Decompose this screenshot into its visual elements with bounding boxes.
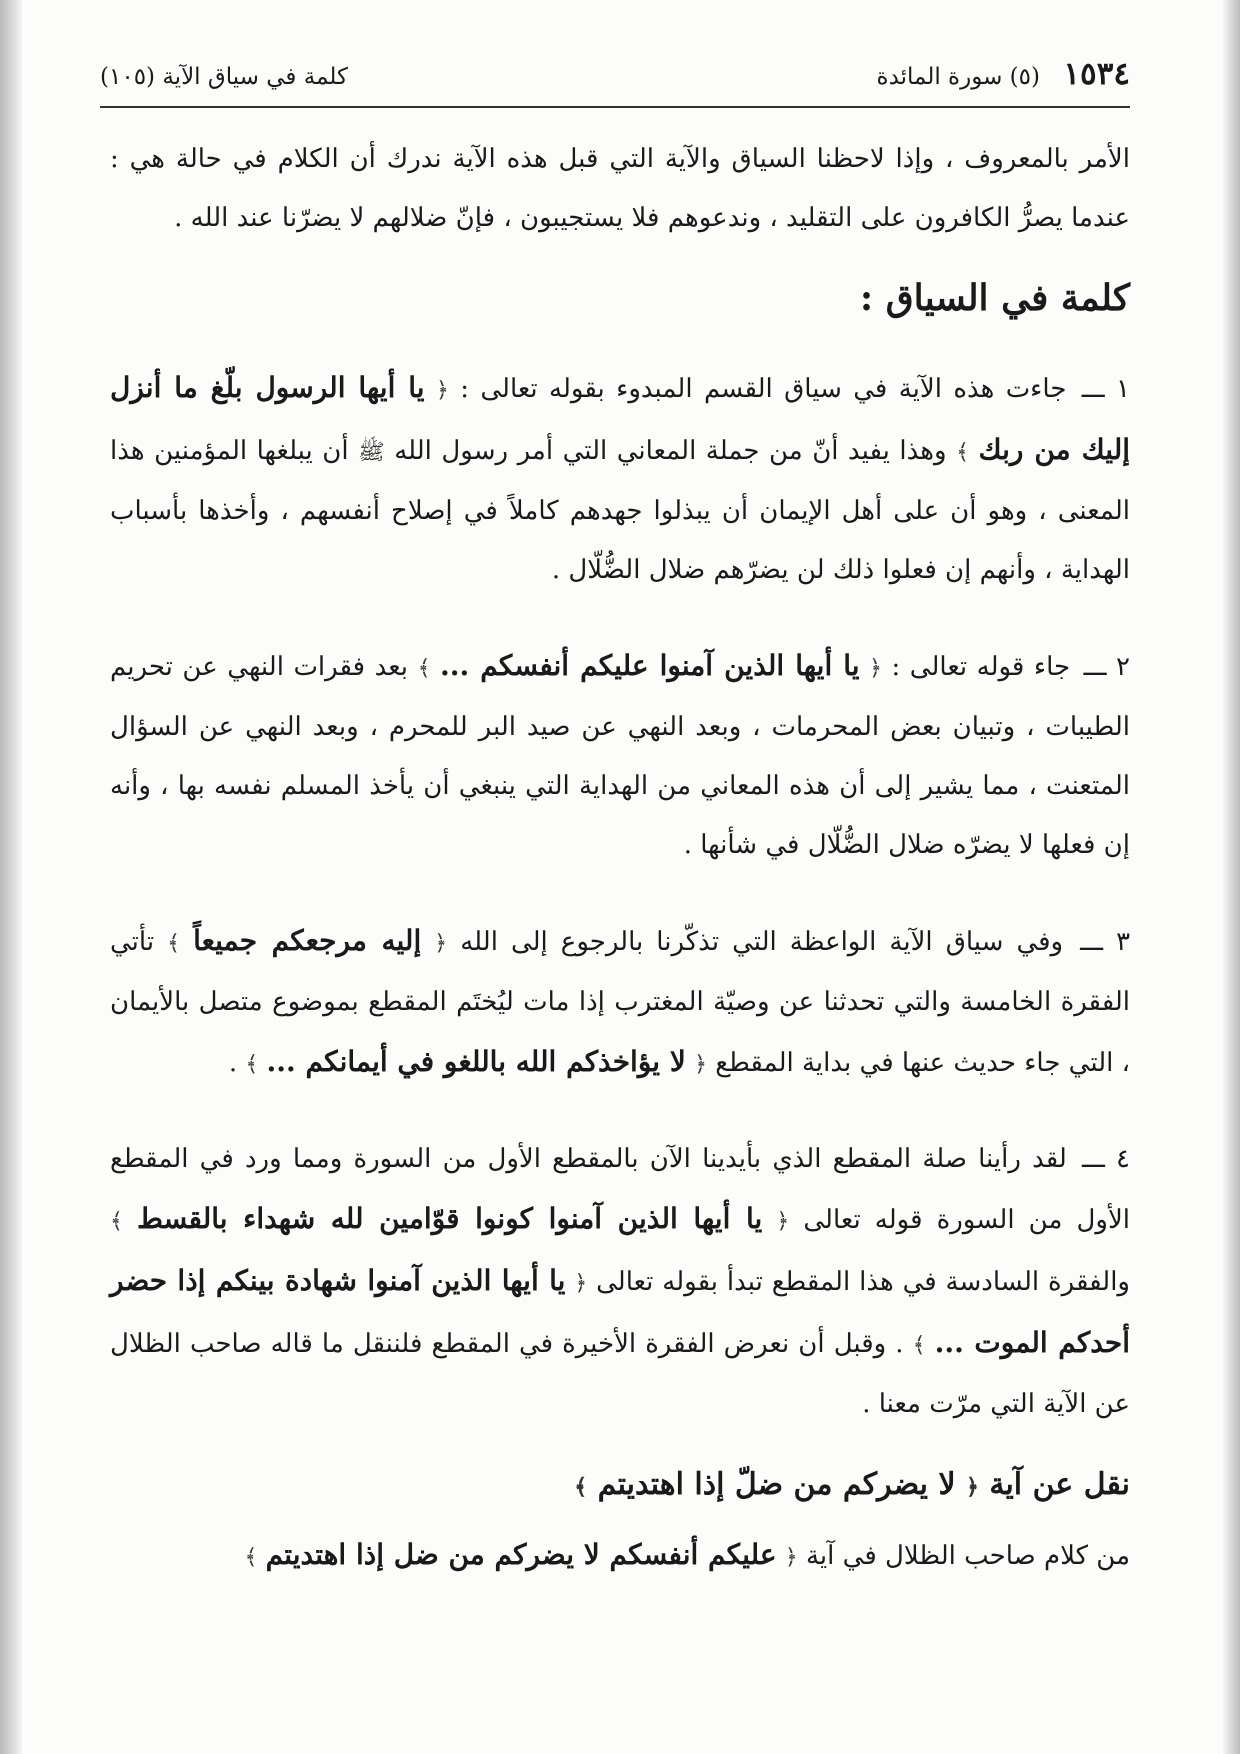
verse-close-ornament: ﴾ <box>245 1052 259 1077</box>
quran-verse: يا أيها الذين آمنوا كونوا قوّامين لله شهداء بالقسط <box>137 1202 763 1235</box>
verse-close-ornament: ﴾ <box>912 1333 926 1358</box>
verse-open-ornament: ﴿ <box>694 1052 707 1077</box>
point-number: ١ ـــ <box>1081 374 1131 404</box>
point-text: بعد فقرات النهي عن تحريم الطيبات ، وتبيان بعض المحرمات ، وبعد النهي عن صيد البر للمحرم ، وبعد النهي عن السؤال المتعنت ، مما يشير إلى أن هذه المعاني من الهداية التي ينبغي أن يأخذ المسلم نفسه بها ، وأنه إن فعلها لا يضرّه ضلال الضُّلّال في شأنها . <box>110 652 1130 860</box>
point-text: تأتي الفقرة الخامسة والتي تحدثنا عن وصيّة المغترب إذا مات ليُختَم المقطع بموضوع متصل بالأيمان ، التي جاء حديث عنها في بداية المقطع <box>110 927 1130 1078</box>
quote-heading-prefix: نقل عن آية <box>989 1467 1130 1502</box>
verse-open-ornament: ﴿ <box>784 1545 798 1570</box>
point-text: جاءت هذه الآية في سياق القسم المبدوء بقوله تعالى : <box>460 374 1067 404</box>
verse-close-ornament: ﴾ <box>244 1545 258 1570</box>
running-header <box>100 50 1130 108</box>
section-topic: كلمة في سياق الآية (١٠٥) <box>100 64 348 90</box>
point-text: والفقرة السادسة في هذا المقطع تبدأ بقوله تعالى <box>596 1267 1130 1297</box>
point-text: جاء قوله تعالى : <box>891 652 1071 682</box>
verse-open-ornament: ﴿ <box>966 1474 979 1500</box>
point-3-paragraph <box>110 911 1130 1094</box>
quote-heading <box>110 1456 1130 1516</box>
point-number: ٤ ـــ <box>1082 1144 1131 1174</box>
page-number: ١٥٣٤ <box>1063 56 1130 92</box>
quran-verse: لا يضركم من ضلّ إذا اهتديتم <box>597 1467 956 1502</box>
point-text: . وقبل أن نعرض الفقرة الأخيرة في المقطع فلننقل ما قاله صاحب الظلال عن الآية التي مرّت معنا . <box>110 1329 1130 1419</box>
point-2-paragraph <box>110 636 1130 875</box>
verse-open-ornament: ﴿ <box>869 656 882 681</box>
point-text: وهذا يفيد أنّ من جملة المعاني التي أمر رسول الله <box>394 436 947 466</box>
verse-close-ornament: ﴾ <box>956 440 969 465</box>
verse-open-ornament: ﴿ <box>776 1209 790 1234</box>
verse-close-ornament: ﴾ <box>574 1474 588 1500</box>
quran-verse: عليكم أنفسكم لا يضركم من ضل إذا اهتديتم <box>265 1538 777 1571</box>
quran-verse: لا يؤاخذكم الله باللغو في أيمانكم ... <box>266 1045 686 1078</box>
verse-close-ornament: ﴾ <box>110 1209 123 1234</box>
quran-verse: يا أيها الذين آمنوا عليكم أنفسكم ... <box>439 649 860 682</box>
quran-verse: إليه مرجعكم جميعاً <box>193 924 422 957</box>
closing-line <box>110 1526 1130 1587</box>
intro-paragraph: الأمر بالمعروف ، وإذا لاحظنا السياق والآية التي قبل هذه الآية ندرك أن الكلام في حالة هي : عندما يصرُّ الكافرون على التقليد ، وندعوهم فلا يستجيبون ، فإنّ ضلالهم لا يضرّنا عند الله . <box>110 144 1130 233</box>
verse-close-ornament: ﴾ <box>167 931 181 956</box>
section-title: كلمة في السياق : <box>859 277 1130 319</box>
point-1-paragraph <box>110 358 1130 600</box>
salawat-glyph: ﷺ <box>358 440 385 465</box>
point-4-paragraph <box>110 1130 1130 1434</box>
verse-open-ornament: ﴿ <box>574 1271 588 1296</box>
surah-name: (٥) سورة المائدة <box>876 64 1040 90</box>
quran-verse: يا أيها الذين آمنوا شهادة بينكم إذا حضر أحدكم الموت ... <box>110 1264 1131 1359</box>
point-number: ٢ ـــ <box>1083 652 1130 682</box>
verse-open-ornament: ﴿ <box>434 931 448 956</box>
page-edge-shadow <box>1222 0 1240 1754</box>
verse-close-ornament: ﴾ <box>417 656 431 681</box>
point-number: ٣ ـــ <box>1080 927 1131 957</box>
closing-text: من كلام صاحب الظلال في آية <box>805 1541 1130 1571</box>
quran-verse: يا أيها الرسول بلّغ ما أنزل إليك من ربك <box>110 371 1131 466</box>
verse-open-ornament: ﴿ <box>435 378 449 403</box>
page-body <box>110 130 1130 1587</box>
book-spine-shadow <box>0 0 22 1754</box>
point-text: . <box>228 1048 238 1078</box>
point-text: أن يبلغها المؤمنين هذا المعنى ، وهو أن على أهل الإيمان أن يبذلوا جهدهم كاملاً في إصلاح أنفسهم ، وأخذها بأسباب الهداية ، وأنهم إن فعلوا ذلك لن يضرّهم ضلال الضُّلّال . <box>110 436 1130 585</box>
point-text: لقد رأينا صلة المقطع الذي بأيدينا الآن بالمقطع الأول من السورة ومما ورد في المقطع الأول من السورة قوله تعالى <box>110 1144 1131 1235</box>
point-text: وفي سياق الآية الواعظة التي تذكّرنا بالرجوع إلى الله <box>460 927 1064 957</box>
